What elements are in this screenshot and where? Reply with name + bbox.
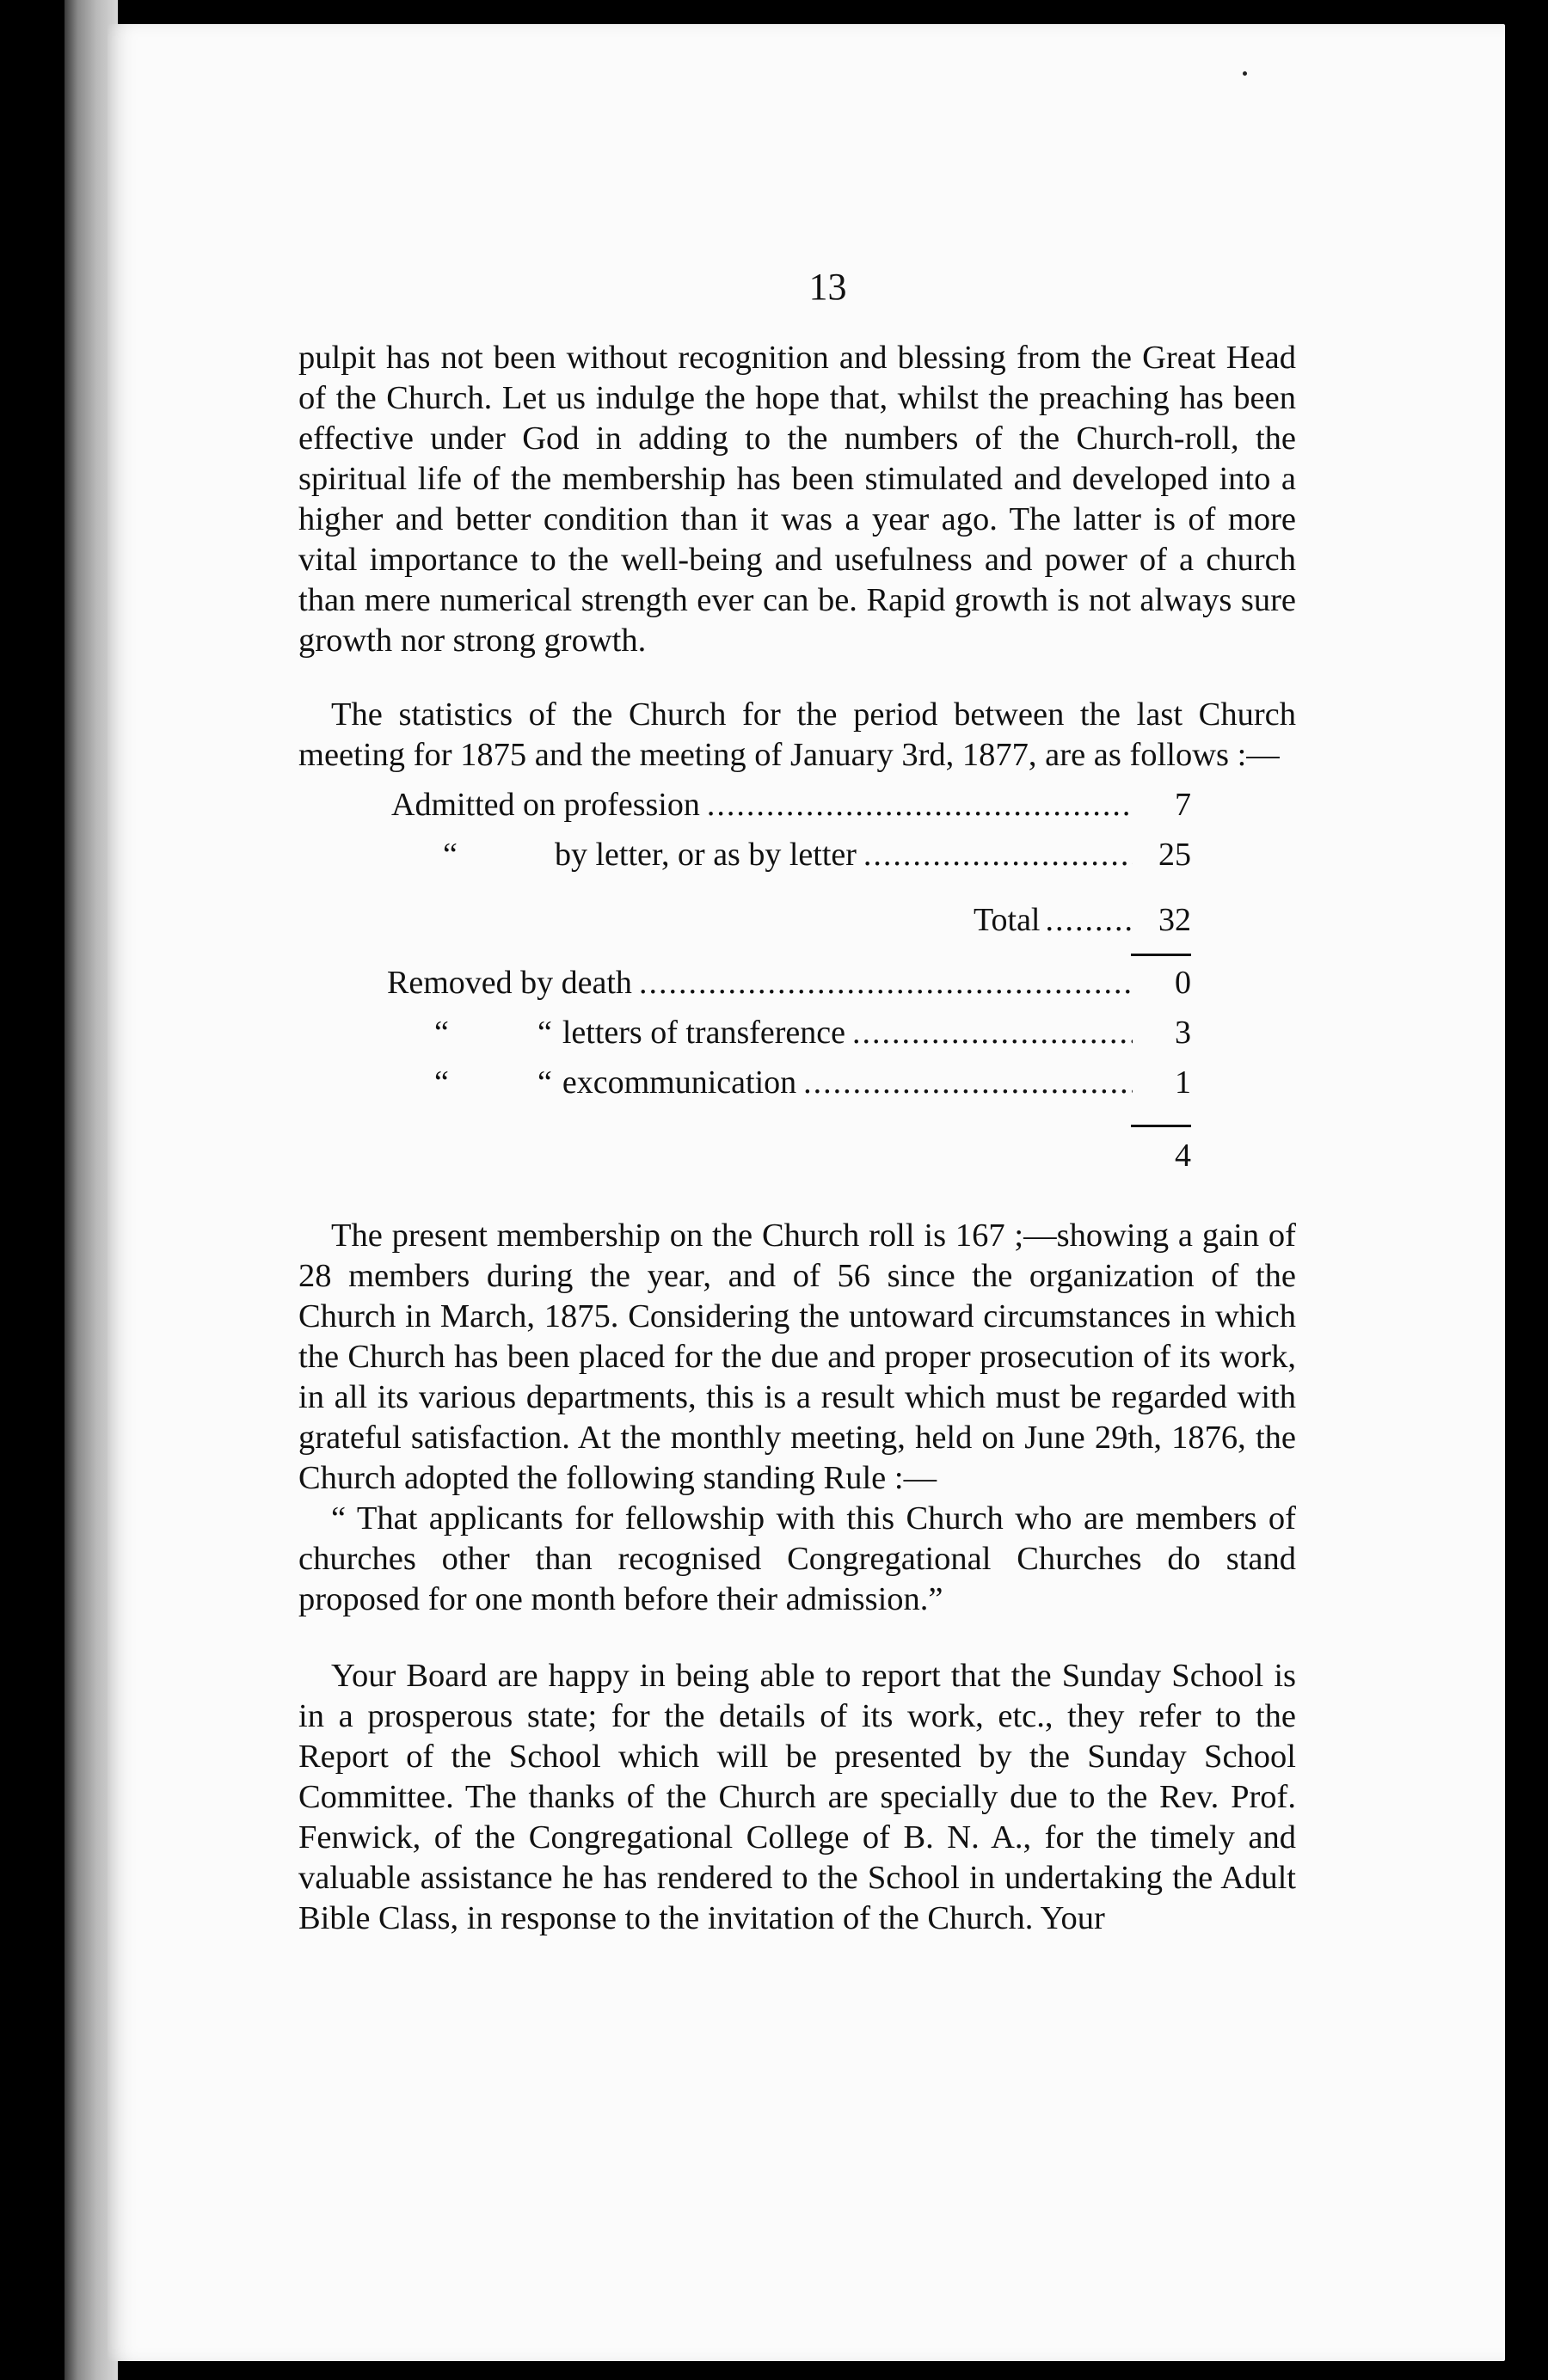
paragraph-membership: [298, 1216, 1296, 1620]
book-page: [108, 24, 1505, 2361]
statistics-table: [387, 785, 1191, 1186]
dot-leader: [863, 835, 1133, 875]
stat-label: [391, 835, 857, 875]
scan-speck: [1243, 71, 1247, 76]
stat-row-total: [391, 900, 1191, 950]
stat-label-text: by letter, or as by letter: [555, 837, 857, 873]
dot-leader: [852, 1013, 1133, 1053]
stat-value: 25: [1158, 837, 1191, 873]
stat-value: 3: [1175, 1015, 1191, 1051]
stat-row-admitted-profession: [391, 785, 1191, 835]
stat-label-text: excommunication: [562, 1064, 797, 1101]
standing-rule-quote: “ That applicants for fellowship with this Church who are members of churches other than recognised Congregational Churches do stand proposed for one month before their admission.”: [298, 1500, 1296, 1617]
dot-leader: [639, 963, 1133, 1003]
sum-rule: [1131, 954, 1191, 956]
stat-value: 1: [1175, 1064, 1191, 1101]
paragraph-text: The present membership on the Church roll is 167 ;—showing a gain of 28 members during the year, and of 56 since the organization of the Church in March, 1875. Considering the untoward circumstances in which the Church has been placed for the due and proper prosecution of its work, in all its various departments, this is a result which must be regarded with grateful satisfaction. At the monthly meeting, held on June 29th, 1876, the Church adopted the following standing Rule :—: [298, 1218, 1296, 1496]
page-number: 13: [808, 266, 847, 308]
stat-label: [391, 1063, 796, 1103]
paragraph-text: pulpit has not been without recognition and blessing from the Great Head of the Church. Let us indulge the hope that, whilst the preaching has been effective under God in adding to the numbers of the Church-roll, the spiritual life of the membership has been stimulated and developed into a higher and better condition than it was a year ago. The latter is of more vital importance to the well-being and usefulness and power of a church than mere numerical strength ever can be. Rapid growth is not always sure growth nor strong growth.: [298, 340, 1296, 659]
stat-label-text: letters of transference: [562, 1015, 846, 1051]
stat-value: 0: [1175, 965, 1191, 1001]
stat-label: Removed by death: [387, 965, 632, 1001]
stat-row-removed-total: [391, 1136, 1191, 1186]
dot-leader: .........: [1045, 902, 1134, 938]
scan-border-right: [1505, 0, 1548, 2380]
ditto-mark: “: [443, 837, 458, 873]
stat-row-removed-death: [387, 963, 1191, 1013]
stat-label: Admitted on profession: [391, 787, 700, 823]
stat-row-admitted-letter: [391, 835, 1191, 885]
stat-value: 7: [1175, 787, 1191, 823]
stat-value: 32: [1158, 902, 1191, 938]
stat-row-removed-excommunication: [391, 1063, 1191, 1113]
ditto-mark: “: [538, 1064, 552, 1101]
stat-row-removed-transference: [391, 1013, 1191, 1063]
paragraph-text: Your Board are happy in being able to report that the Sunday School is in a prosperous state; for the details of its work, etc., they refer to the Report of the School which will be presented by the Sunday School Committee. The thanks of the Church are specially due to the Rev. Prof. Fenwick, of the Congregational College of B. N. A., for the timely and valuable assistance he has rendered to the School in undertaking the Adult Bible Class, in response to the invitation of the Church. Your: [298, 1658, 1296, 1936]
stat-value: 4: [1175, 1138, 1191, 1174]
paragraph-text: The statistics of the Church for the period between the last Church meeting for 1875 and the meeting of January 3rd, 1877, are as follows :—: [298, 696, 1296, 773]
ditto-mark: “: [538, 1015, 552, 1051]
dot-leader: [707, 785, 1133, 825]
paragraph-statistics-intro: [298, 695, 1296, 776]
stat-label: [391, 1013, 845, 1053]
ditto-mark: “: [434, 1064, 449, 1101]
stat-label: Total: [973, 902, 1041, 938]
paragraph-sunday-school: [298, 1656, 1296, 1939]
paragraph-pulpit: [298, 338, 1296, 661]
sum-rule: [1131, 1125, 1191, 1127]
ditto-mark: “: [434, 1015, 449, 1051]
dot-leader: [803, 1063, 1133, 1103]
